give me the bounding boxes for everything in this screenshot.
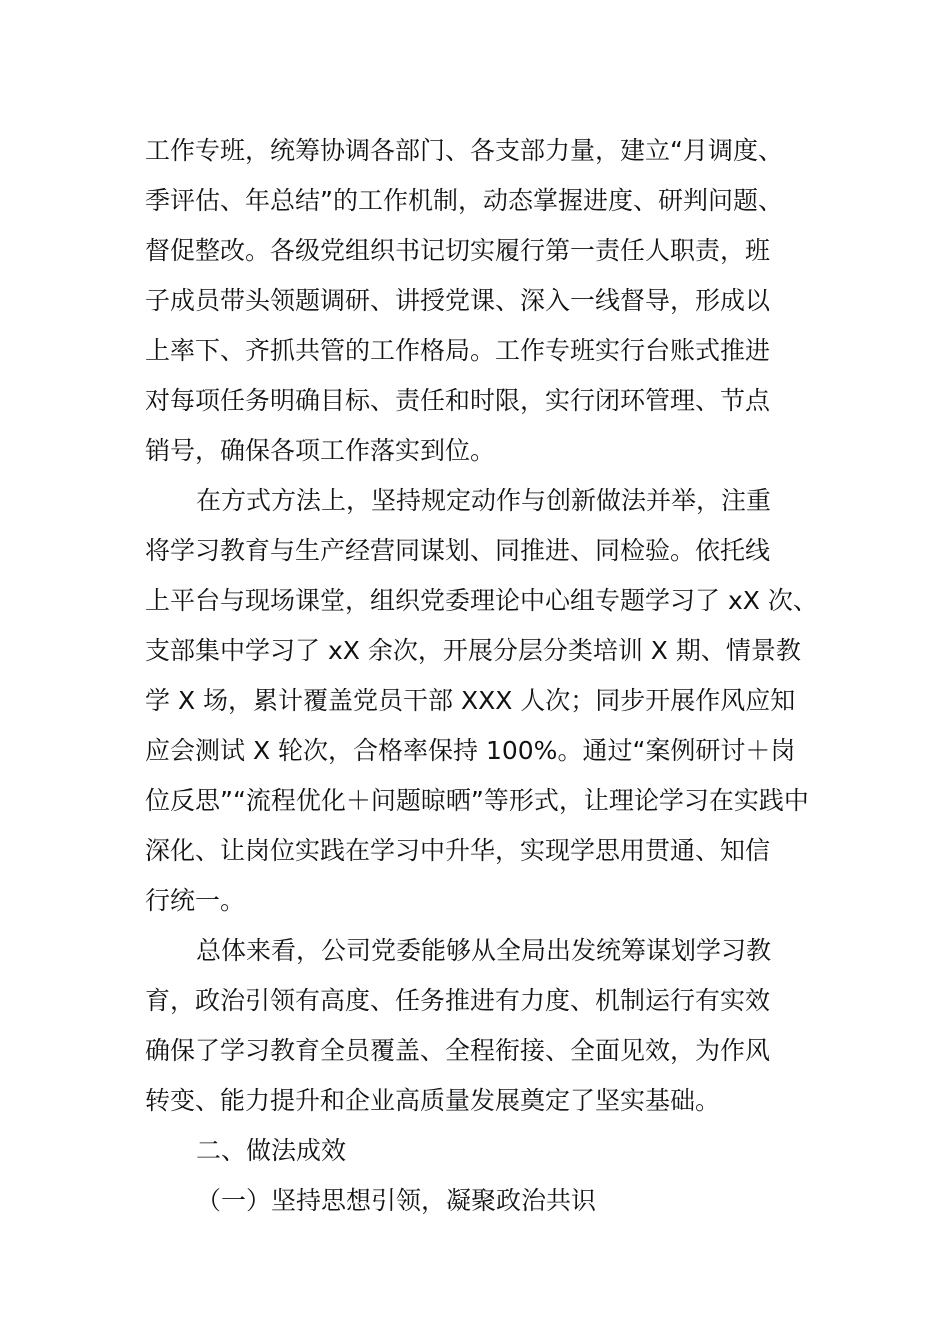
paragraph-line: 上率下、齐抓共管的工作格局。工作专班实行台账式推进 [145,336,771,365]
paragraph-line: 销号，确保各项工作落实到位。 [145,436,496,465]
paragraph-line: 在方式方法上，坚持规定动作与创新做法并举，注重 [196,486,772,515]
paragraph-line: 应会测试 X 轮次，合格率保持 100%。通过“案例研讨＋岗 [145,736,796,765]
paragraph-line: 将学习教育与生产经营同谋划、同推进、同检验。依托线 [145,536,771,565]
paragraph-line: 学 X 场，累计覆盖党员干部 XXX 人次；同步开展作风应知 [145,686,796,715]
section-heading: 二、做法成效 [196,1136,347,1165]
paragraph-line: 督促整改。各级党组织书记切实履行第一责任人职责，班 [145,236,771,265]
paragraph-line: 深化、让岗位实践在学习中升华，实现学思用贯通、知信 [145,836,771,865]
paragraph-line: 育，政治引领有高度、任务推进有力度、机制运行有实效 [145,986,771,1015]
paragraph-line: 确保了学习教育全员覆盖、全程衔接、全面见效，为作风 [145,1036,771,1065]
paragraph-line: 季评估、年总结”的工作机制，动态掌握进度、研判问题、 [145,186,783,215]
paragraph-line: 位反思”“流程优化＋问题晾晒”等形式，让理论学习在实践中 [145,786,809,815]
paragraph-line: 行统一。 [145,886,246,915]
paragraph-line: 总体来看，公司党委能够从全局出发统筹谋划学习教 [196,936,772,965]
subsection-heading: （一）坚持思想引领，凝聚政治共识 [196,1186,597,1215]
paragraph-line: 转变、能力提升和企业高质量发展奠定了坚实基础。 [145,1086,721,1115]
paragraph-line: 对每项任务明确目标、责任和时限，实行闭环管理、节点 [145,386,771,415]
paragraph-line: 子成员带头领题调研、讲授党课、深入一线督导，形成以 [145,286,771,315]
paragraph-line: 上平台与现场课堂，组织党委理论中心组专题学习了 xX 次、 [145,586,818,615]
paragraph-line: 工作专班，统筹协调各部门、各支部力量，建立“月调度、 [145,136,783,165]
paragraph-line: 支部集中学习了 xX 余次，开展分层分类培训 X 期、情景教 [145,636,801,665]
